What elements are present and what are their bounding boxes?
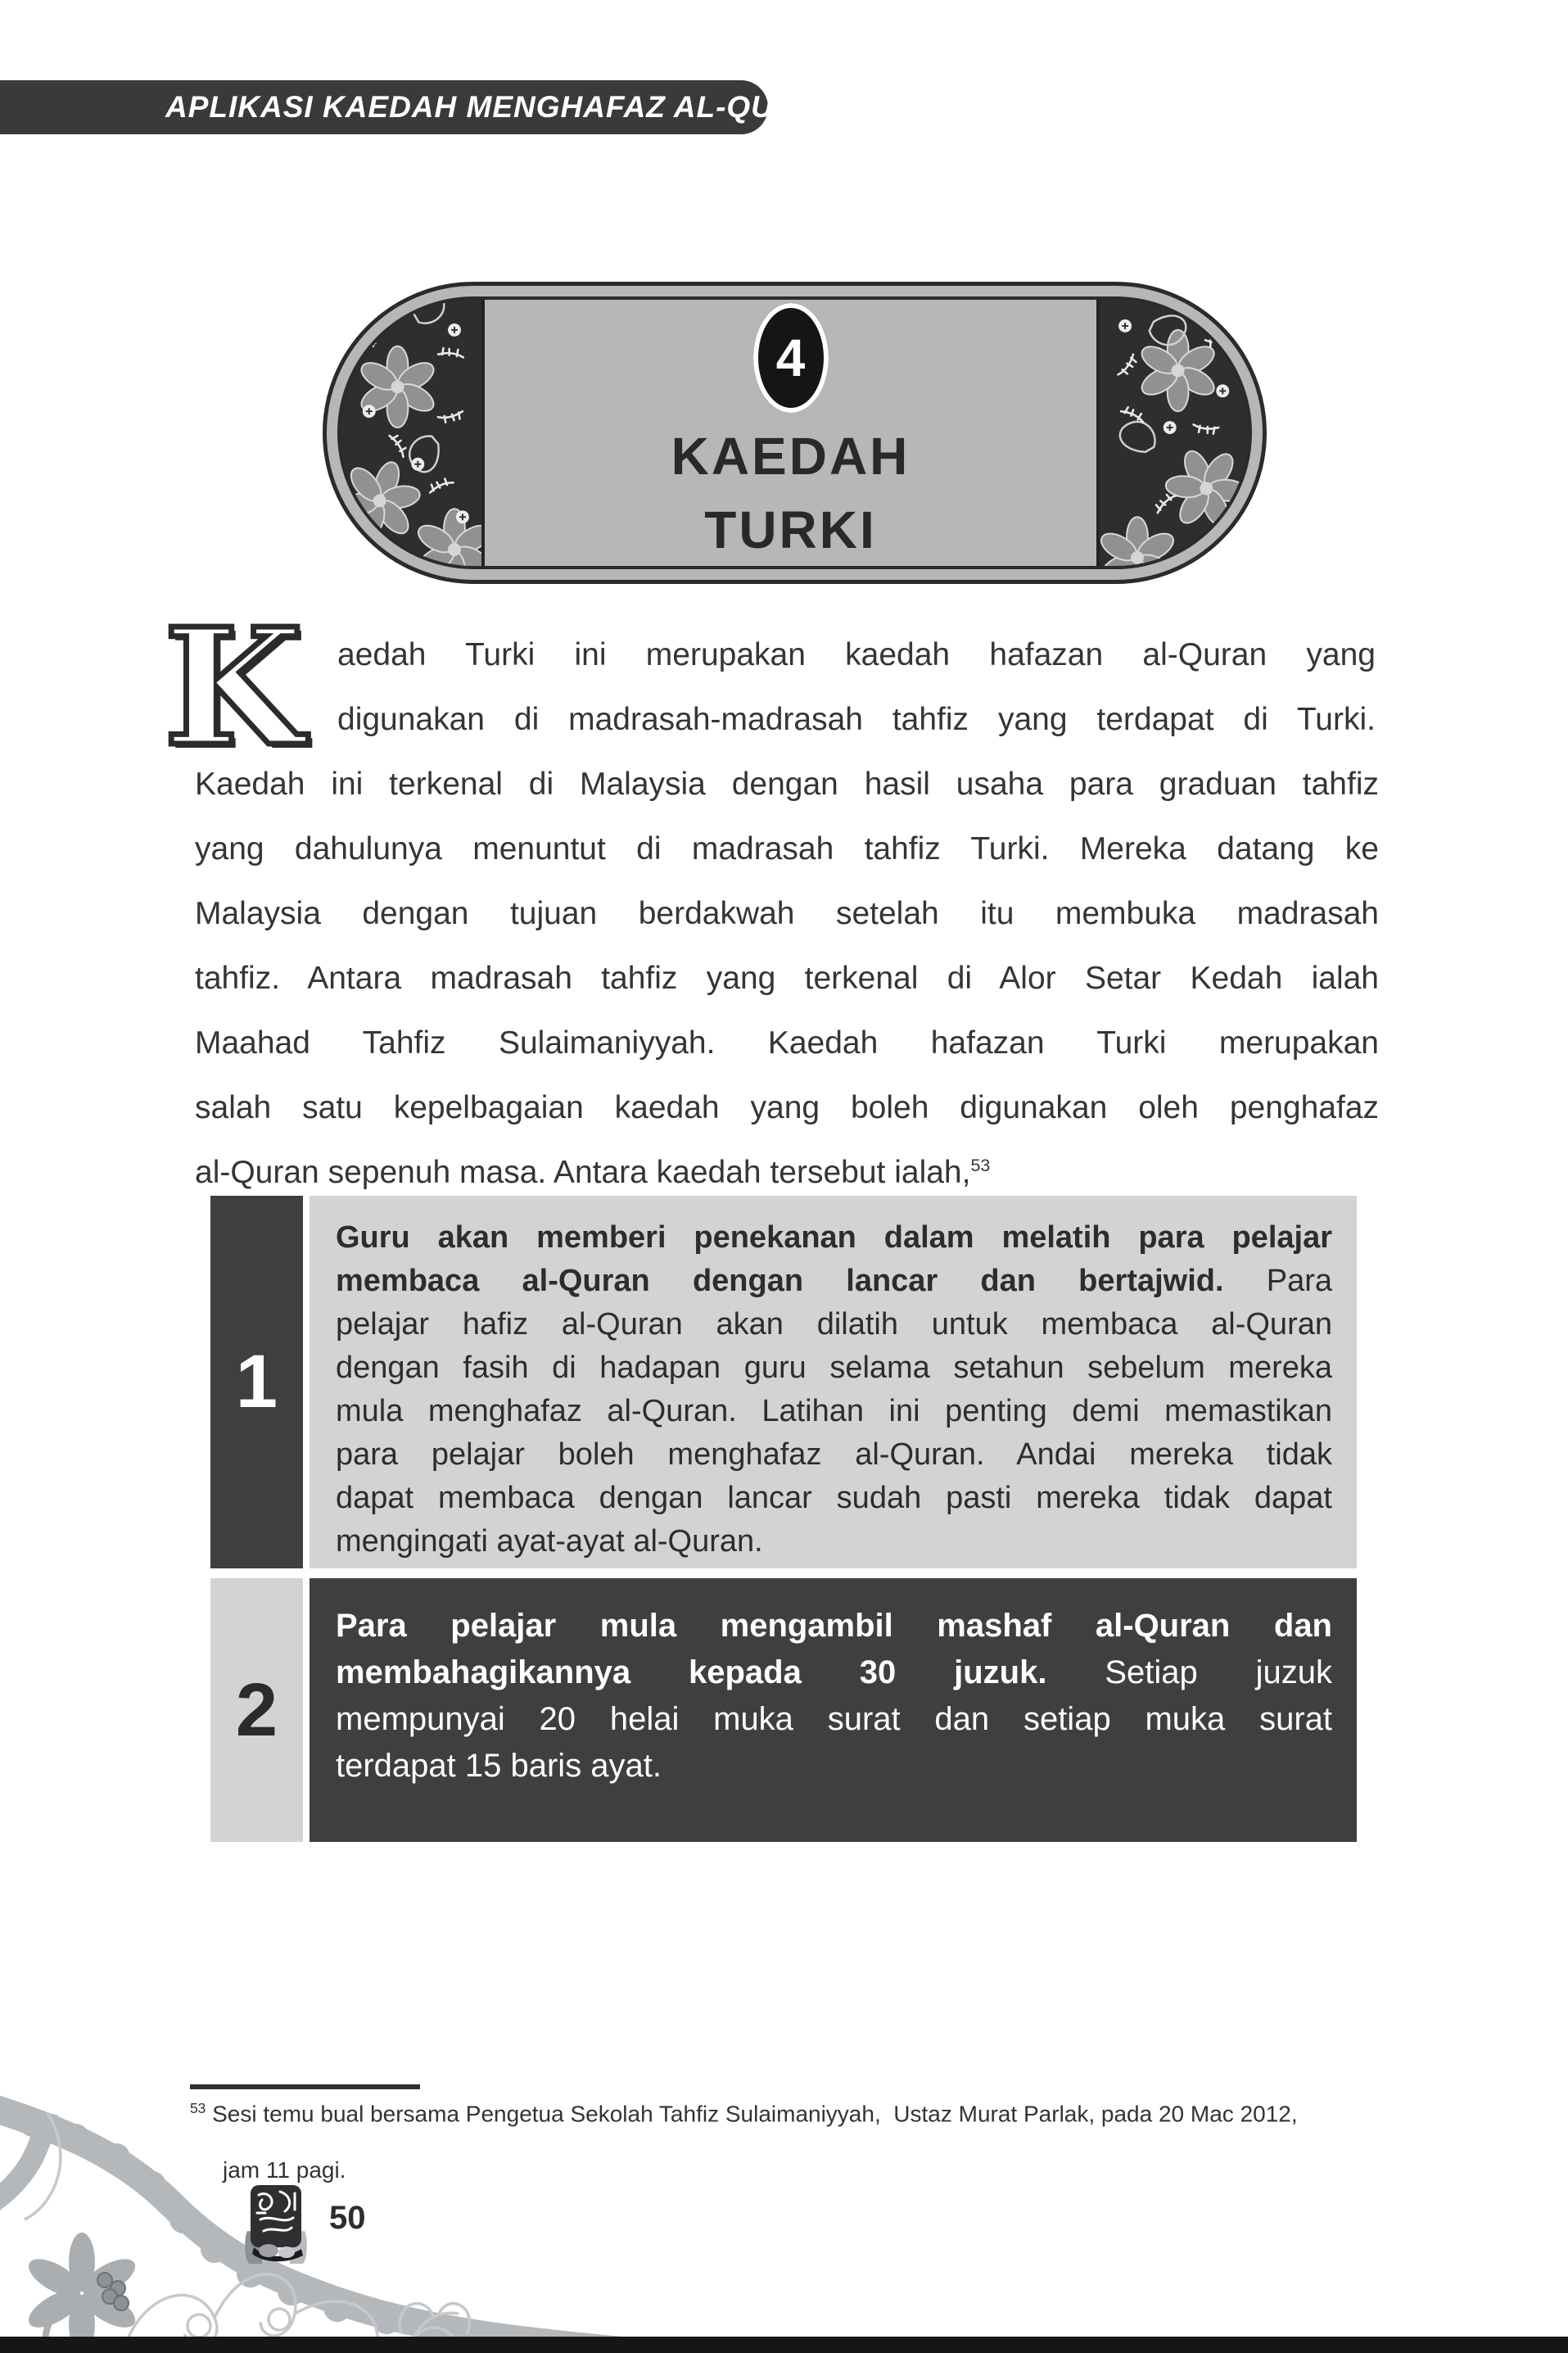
text-line: Guru akan memberi penekanan dalam melatih para pelajar [336, 1220, 1332, 1255]
chapter-number-ellipse [753, 303, 829, 413]
text-line: para pelajar boleh menghafaz al-Quran. Andai mereka tidak [336, 1437, 1332, 1472]
footnote-text-1: Sesi temu bual bersama Pengetua Sekolah Tahfiz Sulaimaniyyah, Ustaz Murat Parlak, pada 20 Mac 2012, [212, 2101, 1298, 2127]
corner-floral-decoration [0, 2080, 622, 2353]
text-line: mempunyai 20 helai muka surat dan setiap muka surat [336, 1701, 1332, 1737]
step-1-text [310, 1196, 1357, 1568]
quran-book-icon [244, 2183, 308, 2267]
step-2-number: 2 [210, 1578, 303, 1842]
chapter-badge-inner [337, 296, 1252, 569]
header-banner-text: APLIKASI KAEDAH MENGHAFAZ AL-QURAN [165, 90, 843, 124]
step-2-text [310, 1578, 1357, 1842]
text-line: digunakan di madrasah-madrasah tahfiz yang terdapat di Turki. [337, 702, 1376, 737]
text-line: mengingati ayat-ayat al-Quran. [336, 1524, 763, 1559]
drop-cap: K [164, 594, 304, 782]
text-line: tahfiz. Antara madrasah tahfiz yang terkenal di Alor Setar Kedah ialah [195, 961, 1379, 996]
text-line: salah satu kepelbagaian kaedah yang boleh digunakan oleh penghafaz [195, 1090, 1379, 1125]
intro-paragraph-beside-dropcap [337, 622, 1376, 752]
intro-paragraph [195, 752, 1379, 1205]
text-line: Maahad Tahfiz Sulaimaniyyah. Kaedah hafazan Turki merupakan [195, 1025, 1379, 1061]
bottom-edge-bar [0, 2337, 1568, 2353]
text-line: Para pelajar mula mengambil mashaf al-Quran dan [336, 1608, 1332, 1644]
chapter-title-line2: TURKI [704, 500, 877, 559]
chapter-badge [323, 282, 1267, 584]
header-banner [0, 80, 843, 134]
text-line: dapat membaca dengan lancar sudah pasti mereka tidak dapat [336, 1481, 1332, 1515]
chapter-title [485, 419, 1096, 567]
footnote-marker: 53 [190, 2100, 206, 2116]
text-line: membahagikannya kepada 30 juzuk. Setiap juzuk [336, 1654, 1332, 1690]
text-line: aedah Turki ini merupakan kaedah hafazan al-Quran yang [337, 637, 1376, 672]
text-line: membaca al-Quran dengan lancar dan bertajwid. Para [336, 1264, 1333, 1298]
chapter-title-line1: KAEDAH [671, 427, 911, 486]
text-line: pelajar hafiz al-Quran akan dilatih untuk membaca al-Quran [336, 1307, 1332, 1342]
step-1-number: 1 [210, 1196, 303, 1568]
text-line: dengan fasih di hadapan guru selama setahun sebelum mereka [336, 1351, 1332, 1385]
chapter-badge-panel [481, 300, 1100, 566]
text-line: Malaysia dengan tujuan berdakwah setelah itu membuka madrasah [195, 896, 1379, 931]
text-line: Kaedah ini terkenal di Malaysia dengan hasil usaha para graduan tahfiz [195, 767, 1379, 802]
text-line: terdapat 15 baris ayat. [336, 1748, 662, 1784]
text-line: mula menghafaz al-Quran. Latihan ini penting demi memastikan [336, 1394, 1332, 1428]
chapter-number: 4 [775, 328, 806, 387]
footnote-text-2: jam 11 pagi. [223, 2157, 346, 2183]
page-number: 50 [329, 2200, 366, 2236]
text-line: al-Quran sepenuh masa. Antara kaedah tersebut ialah,$^{53}$ [195, 1155, 991, 1190]
text-line: yang dahulunya menuntut di madrasah tahfiz Turki. Mereka datang ke [195, 831, 1379, 867]
